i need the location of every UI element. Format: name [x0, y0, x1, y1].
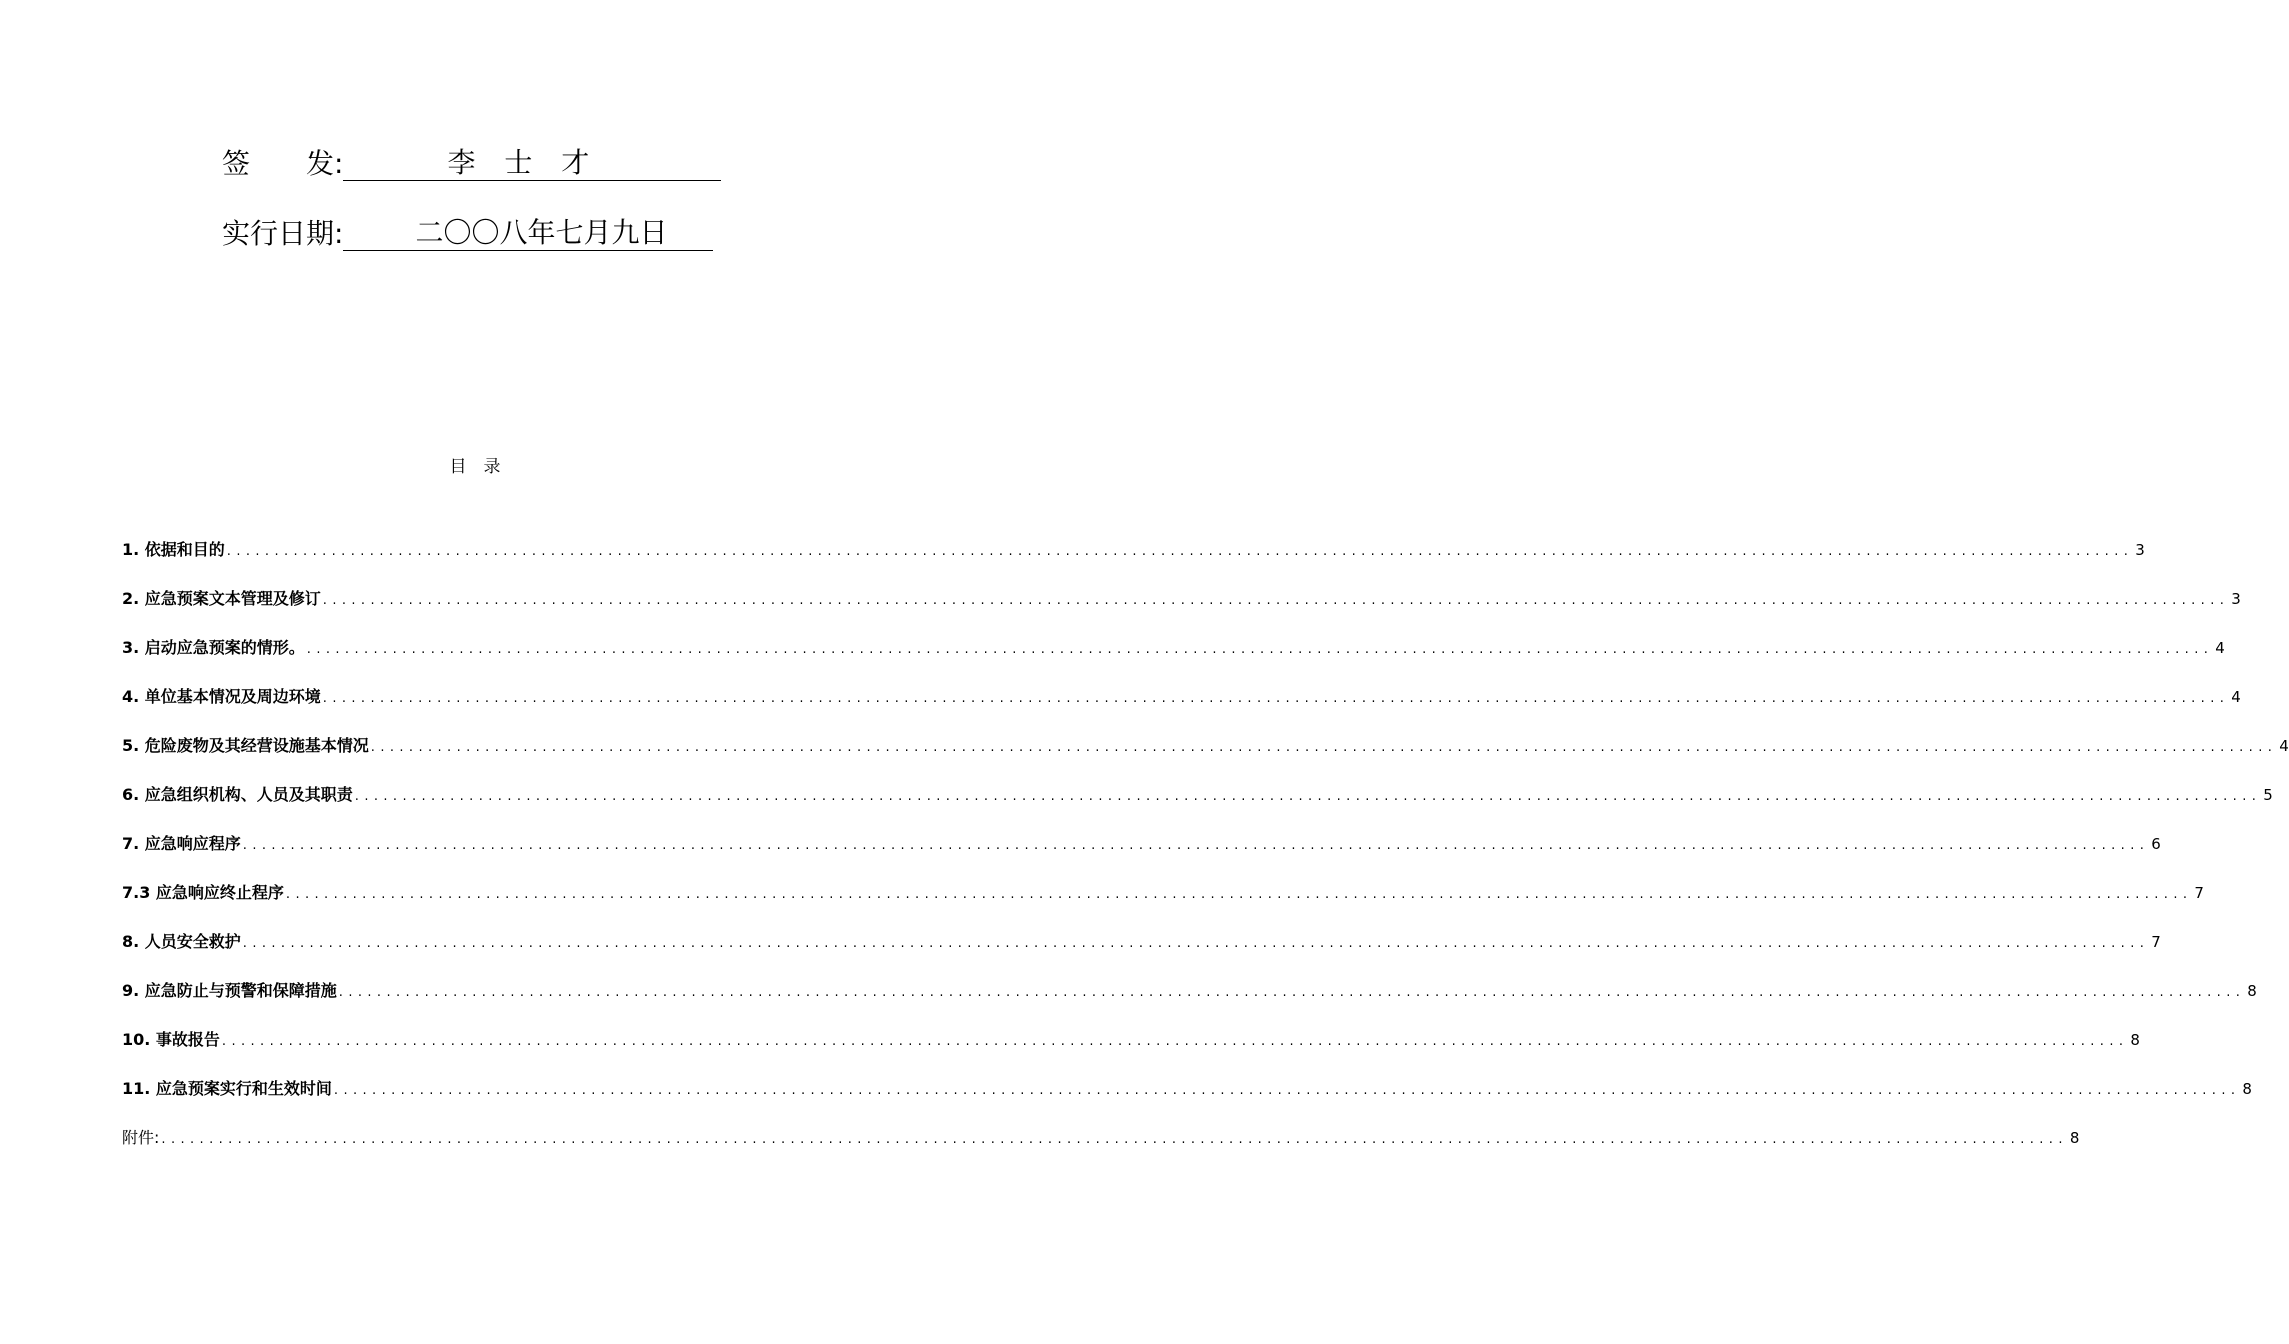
- signer-label: 签 发:: [222, 147, 344, 180]
- toc-entry-title: 11. 应急预案实行和生效时间: [122, 1079, 332, 1098]
- toc-leader-dots: ........................................................................................................................................................................................................: [354, 789, 2262, 804]
- toc-title-text: 目 录: [449, 457, 501, 477]
- toc-entry-page: 3: [2135, 541, 2145, 559]
- toc-entry-title: 10. 事故报告: [122, 1030, 220, 1049]
- toc-title: [0, 452, 950, 477]
- toc-entry-title: 3. 启动应急预案的情形。: [122, 638, 305, 657]
- toc-entry[interactable]: [122, 978, 2257, 1027]
- toc-leader-dots: ........................................................................................................................................................................................................: [161, 1132, 2068, 1147]
- toc-entry-title: 4. 单位基本情况及周边环境: [122, 687, 321, 706]
- toc-entry-title: 1. 依据和目的: [122, 540, 225, 559]
- toc-entry-page: 8: [2069, 1129, 2080, 1147]
- date-value: 二〇〇八年七月九日: [343, 216, 713, 251]
- toc-leader-dots: ........................................................................................................................................................................................................: [285, 887, 2193, 902]
- date-label: 实行日期:: [222, 217, 344, 250]
- toc-leader-dots: ........................................................................................................................................................................................................: [306, 642, 2214, 657]
- toc-entry[interactable]: [122, 537, 2145, 586]
- signer-name: 李 士 才: [343, 146, 721, 181]
- toc-entry[interactable]: [122, 733, 2289, 782]
- toc-entry[interactable]: [122, 1027, 2140, 1076]
- toc-entry-title: 附件:: [122, 1128, 160, 1147]
- toc-entry[interactable]: [122, 782, 2273, 831]
- toc-entry-title: 6. 应急组织机构、人员及其职责: [122, 785, 353, 804]
- toc-leader-dots: ........................................................................................................................................................................................................: [333, 1083, 2241, 1098]
- toc-leader-dots: ........................................................................................................................................................................................................: [221, 1034, 2129, 1049]
- toc-leader-dots: ........................................................................................................................................................................................................: [242, 936, 2150, 951]
- toc-entry-page: 3: [2231, 590, 2241, 608]
- toc-entry[interactable]: [122, 1076, 2252, 1125]
- date-row: [222, 216, 713, 251]
- toc-entry-page: 7: [2151, 933, 2161, 951]
- toc-entry-page: 4: [2215, 639, 2225, 657]
- toc-entry[interactable]: [122, 880, 2204, 929]
- toc-entry-title: 7.3 应急响应终止程序: [122, 883, 284, 902]
- toc-leader-dots: ........................................................................................................................................................................................................: [242, 838, 2150, 853]
- toc-entry[interactable]: [122, 1125, 2080, 1174]
- toc-entry[interactable]: [122, 635, 2225, 684]
- toc-leader-dots: ........................................................................................................................................................................................................: [370, 740, 2278, 755]
- toc-leader-dots: ........................................................................................................................................................................................................: [322, 593, 2230, 608]
- toc-leader-dots: ........................................................................................................................................................................................................: [338, 985, 2246, 1000]
- toc-entry-page: 8: [2130, 1031, 2140, 1049]
- toc-entry[interactable]: [122, 684, 2241, 733]
- toc-leader-dots: ........................................................................................................................................................................................................: [226, 544, 2134, 559]
- toc-entry[interactable]: [122, 929, 2161, 978]
- toc-entry-page: 7: [2194, 884, 2204, 902]
- toc-entry-title: 7. 应急响应程序: [122, 834, 241, 853]
- toc-leader-dots: ........................................................................................................................................................................................................: [322, 691, 2230, 706]
- toc-entry[interactable]: [122, 831, 2161, 880]
- toc-entry-page: 6: [2151, 835, 2161, 853]
- toc-entry-title: 5. 危险废物及其经营设施基本情况: [122, 736, 369, 755]
- toc-entry-page: 8: [2247, 982, 2257, 1000]
- toc-entry-title: 9. 应急防止与预警和保障措施: [122, 981, 337, 1000]
- signer-row: [222, 146, 721, 181]
- toc-entry-title: 8. 人员安全救护: [122, 932, 241, 951]
- toc-entry[interactable]: [122, 586, 2241, 635]
- toc-entry-page: 8: [2242, 1080, 2252, 1098]
- toc-entry-page: 4: [2279, 737, 2289, 755]
- toc-entry-title: 2. 应急预案文本管理及修订: [122, 589, 321, 608]
- toc-entry-page: 5: [2263, 786, 2273, 804]
- toc-entry-page: 4: [2231, 688, 2241, 706]
- table-of-contents: [122, 537, 2289, 1174]
